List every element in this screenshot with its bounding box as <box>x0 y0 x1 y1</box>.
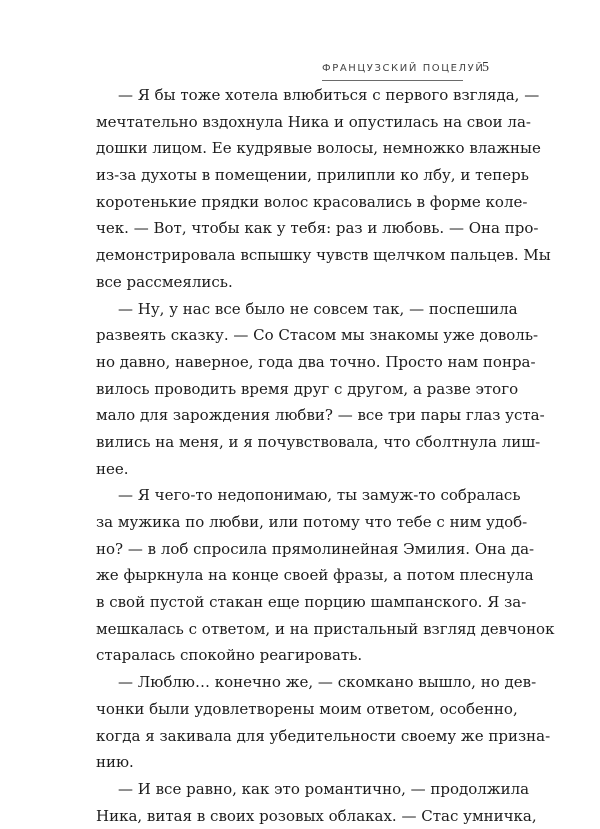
text-line: но давно, наверное, года два точно. Просто нам понра- <box>96 352 536 371</box>
text-line: развеять сказку. — Со Стасом мы знакомы уже доволь- <box>96 326 539 345</box>
text-line: — Я чего-то недопонимаю, ты замуж-то собралась <box>118 486 521 505</box>
text-line: чек. — Вот, чтобы как у тебя: раз и любовь. — Она про- <box>96 219 539 238</box>
text-line: вилось проводить время друг с другом, а разве этого <box>96 379 519 398</box>
text-line: вились на меня, и я почувствовала, что сболтнула лиш- <box>96 432 541 451</box>
text-line: в свой пустой стакан еще порцию шампанского. Я за- <box>96 593 527 612</box>
text-line: из-за духоты в помещении, прилипли ко лбу, и теперь <box>96 166 529 185</box>
text-line: нее. <box>96 459 129 478</box>
running-title: ФРАНЦУЗСКИЙ ПОЦЕЛУЙ <box>322 63 485 74</box>
header-rule <box>322 80 463 81</box>
body-text <box>96 82 555 829</box>
text-line: Ника, витая в своих розовых облаках. — Стас умничка, <box>96 806 537 825</box>
page-number: 5 <box>482 60 489 75</box>
text-line: чонки были удовлетворены моим ответом, особенно, <box>96 699 518 718</box>
text-line: коротенькие прядки волос красовались в форме коле- <box>96 192 528 211</box>
text-line: демонстрировала вспышку чувств щелчком пальцев. Мы <box>96 246 551 265</box>
text-line: когда я закивала для убедительности своему же призна- <box>96 726 551 745</box>
text-line: — И все равно, как это романтично, — продолжила <box>118 779 530 798</box>
text-line: нию. <box>96 753 134 772</box>
text-line: — Я бы тоже хотела влюбиться с первого взгляда, — <box>118 86 540 104</box>
running-head <box>96 61 489 83</box>
text-line: — Люблю… конечно же, — скомкано вышло, но дев- <box>118 673 537 692</box>
text-line: — Ну, у нас все было не совсем так, — поспешила <box>118 299 518 318</box>
text-line: же фыркнула на конце своей фразы, а потом плеснула <box>96 566 534 585</box>
text-line: мечтательно вздохнула Ника и опустилась на свои ла- <box>96 112 531 131</box>
text-line: мало для зарождения любви? — все три пары глаз уста- <box>96 406 545 425</box>
text-line: старалась спокойно реагировать. <box>96 646 363 665</box>
text-line: дошки лицом. Ее кудрявые волосы, немножко влажные <box>96 139 541 158</box>
text-line: за мужика по любви, или потому что тебе с ним удоб- <box>96 513 528 531</box>
text-line: мешкалась с ответом, и на пристальный взгляд девчонок <box>96 619 555 638</box>
text-line: но? — в лоб спросила прямолинейная Эмилия. Она да- <box>96 539 535 558</box>
text-line: все рассмеялись. <box>96 272 233 291</box>
